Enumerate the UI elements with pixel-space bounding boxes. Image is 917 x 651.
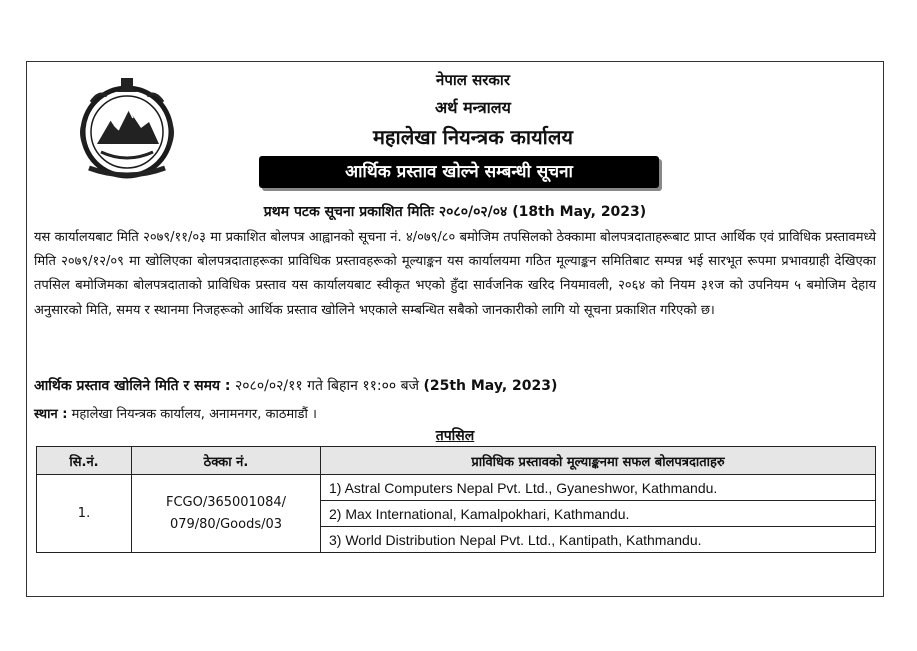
ministry-name: अर्थ मन्त्रालय: [435, 98, 511, 117]
publication-date: [27, 202, 883, 221]
venue-value: महालेखा नियन्त्रक कार्यालय, अनामनगर, काठमाडौं ।: [71, 407, 317, 422]
serial-cell: 1.: [37, 475, 132, 553]
opening-english-date: (25th May, 2023): [423, 378, 558, 394]
opening-label: आर्थिक प्रस्ताव खोलिने मिति र समय :: [34, 378, 231, 394]
header-contract: ठेक्का नं.: [132, 447, 321, 475]
table-header-row: [37, 447, 876, 475]
contract-line-1: FCGO/365001084/: [165, 494, 287, 510]
contract-cell: [132, 475, 321, 553]
table-row: [37, 475, 876, 501]
publication-date-label: प्रथम पटक सूचना प्रकाशित मितिः २०८०/०२/०४: [263, 204, 508, 220]
venue: [34, 404, 317, 422]
opening-datetime: [34, 376, 557, 395]
header-serial: सि.नं.: [37, 447, 132, 475]
header-bidders: प्राविधिक प्रस्तावको मूल्याङ्कनमा सफल बोलपत्रदाताहरु: [321, 447, 876, 475]
schedule-title: तपसिल: [435, 428, 475, 444]
bidder-2: 2) Max International, Kamalpokhari, Kathmandu.: [321, 501, 876, 527]
notice-title-banner: आर्थिक प्रस्ताव खोल्ने सम्बन्धी सूचना: [259, 156, 659, 188]
opening-value: २०८०/०२/११ गते बिहान ११:०० बजे: [234, 378, 419, 394]
notice-body: यस कार्यालयबाट मिति २०७९/११/०३ मा प्रकाशित बोलपत्र आह्वानको सूचना नं. ४/०७९/८० बमोजिम तपसिलको ठेक्कामा बोलपत्रदाताहरूबाट प्राप्त आर्थिक एवं प्राविधिक प्रस्तावमध्ये मिति २०७९/१२/०९ मा खोलिएका बोलपत्रदाताहरूका प्राविधिक प्रस्तावहरूको मूल्याङ्कन यस कार्यालयमा गठित मूल्याङ्कन समितिबाट सम्पन्न भई सारभूत रूपमा प्रभावग्राही देखिएका तपसिल बमोजिमका बोलपत्रदाताको प्राविधिक प्रस्ताव यस कार्यालयबाट स्वीकृत भएको हुँदा सार्वजनिक खरिद नियमावली, २०६४ को नियम ३१ज को उपनियम ५ बमोजिम देहाय अनुसारको मिति, समय र स्थानमा निजहरूको आर्थिक प्रस्ताव खोलिने भएकाले सम्बन्धित सबैको जानकारीको लागि यो सूचना प्रकाशित गरिएको छ।: [34, 230, 876, 318]
venue-label: स्थान :: [34, 407, 68, 422]
bidder-1: 1) Astral Computers Nepal Pvt. Ltd., Gyaneshwor, Kathmandu.: [321, 475, 876, 501]
office-name: महालेखा नियन्त्रक कार्यालय: [372, 125, 574, 149]
government-name: नेपाल सरकार: [436, 71, 510, 89]
bidder-3: 3) World Distribution Nepal Pvt. Ltd., Kantipath, Kathmandu.: [321, 527, 876, 553]
publication-english-date: (18th May, 2023): [512, 204, 647, 220]
schedule-table: [36, 446, 876, 553]
contract-line-2: 079/80/Goods/03: [169, 516, 283, 532]
notice-document: [26, 61, 884, 597]
